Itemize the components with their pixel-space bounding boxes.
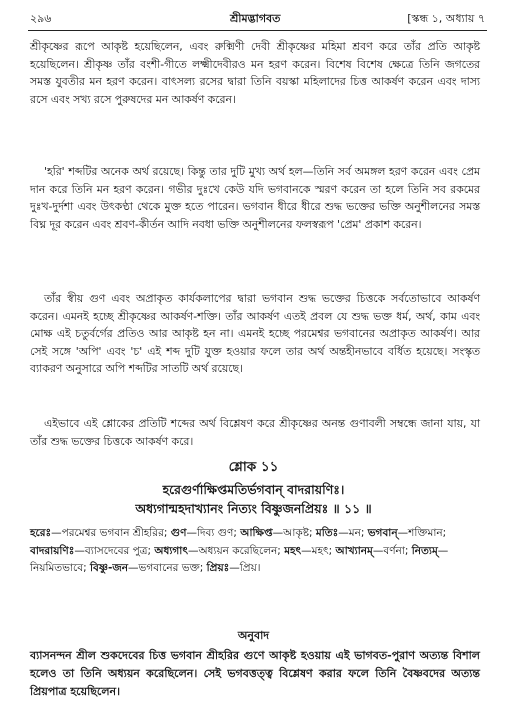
synonym-meaning: নিয়মিতভাবে — [30, 562, 84, 575]
synonym-meaning: শক্তিমান — [408, 527, 443, 539]
synonym-term: বাদরায়ণিঃ — [30, 544, 75, 557]
synonym-term: ভগবান্ — [367, 527, 398, 539]
synonym-term: প্রিয়ঃ — [206, 562, 230, 575]
purport-paragraph-3: তাঁর স্বীয় গুণ এবং অপ্রাকৃত কার্যকলাপের দ্বারা ভগবান শুদ্ধ ভক্তের চিত্তকে সর্বতোভাবে আকর্ষণ করেন। এমনই হচ্ছে শ্রীকৃষ্ণের আকর্ষণ-শক্তি। তাঁর আকর্ষণ এতই প্রবল যে শুদ্ধ ভক্ত ধর্ম, অর্থ, কাম এবং মোক্ষ এই চতুর্বর্গের প্রতিও আর আকৃষ্ট হন না। এমনই হচ্ছে পরমেশ্বর ভগবানের অপ্রাকৃত আকর্ষণ। আর সেই সঙ্গে 'অপি' এবং 'চ' এই শব্দ দুটি যুক্ত হওয়ার ফলে তার অর্থ অন্তহীনভাবে বর্ধিত হয়েছে। সংস্কৃত ব্যাকরণ অনুসারে অপি শব্দটির সাতটি অর্থ রয়েছে। — [30, 292, 480, 376]
verse-line-1: হরেগুর্ণাক্ষিপ্তমতির্ভগবান্ বাদরায়ণিঃ। — [162, 482, 345, 497]
page-number: ২৯৬ — [30, 12, 52, 25]
synonym-term: হরেঃ — [30, 527, 52, 539]
synonym-meaning: আকৃষ্ট — [283, 527, 310, 539]
synonym-meaning: মহৎ — [311, 544, 329, 557]
synonym-meaning: দিব্য গুণ — [196, 527, 234, 539]
synonym-term: বিষ্ণু-জন — [90, 562, 128, 575]
book-title: শ্রীমদ্ভাগবত — [230, 12, 281, 25]
page-header — [30, 8, 485, 30]
synonym-meaning: ভগবানের ভক্ত — [138, 562, 200, 575]
purport-paragraph-2: 'হরি' শব্দটির অনেক অর্থ রয়েছে। কিন্তু তার দুটি মুখ্য অর্থ হল—তিনি সর্ব অমঙ্গল হরণ করেন এবং প্রেম দান করে তিনি মন হরণ করেন। গভীর দুঃখে কেউ যদি ভগবানকে স্মরণ করেন তা হলে তিনি সব রকমের দুঃখ-দুর্দশা এবং উৎকণ্ঠা থেকে মুক্ত হতে পারেন। ভগবান ধীরে ধীরে শুদ্ধ ভক্তের ভক্তি অনুশীলনের সমস্ত বিঘ্ন দূর করেন এবং শ্রবণ-কীর্তন আদি নবধা ভক্তি অনুশীলনের ফলস্বরূপ 'প্রেম' প্রকাশ করেন। — [30, 165, 480, 231]
header-rule — [28, 30, 487, 31]
synonym-meaning: বর্ণনা — [383, 544, 405, 557]
synonym-term: মহৎ — [284, 544, 302, 557]
synonym-meaning: মন — [348, 527, 361, 539]
translation-text: ব্যাসনন্দন শ্রীল শুকদেবের চিত্ত ভগবান শ্রীহরির গুণে আকৃষ্ট হওয়ায় এই ভাগবত-পুরাণ অত্যন্ত বিশাল হলেও তা তিনি অধ্যয়ন করেছিলেন। সেই ভগবত্তত্ত্ব বিশ্লেষণ করার ফলে তিনি বৈষ্ণবদের অত্যন্ত প্রিয়পাত্র হয়েছিলেন। — [30, 649, 480, 698]
translation-heading: অনুবাদ — [237, 629, 270, 642]
synonym-meaning: পরমেশ্বর ভগবান শ্রীহরির — [61, 527, 164, 539]
purport-paragraph-4: এইভাবে এই শ্লোকের প্রতিটি শব্দের অর্থ বিশ্লেষণ করে শ্রীকৃষ্ণের অনন্ত গুণাবলী সম্বন্ধে জানা যায়, যা তাঁর শুদ্ধ ভক্তের চিত্তকে আকর্ষণ করে। — [30, 417, 480, 448]
purport-paragraph-1: শ্রীকৃষ্ণের রূপে আকৃষ্ট হয়েছিলেন, এবং রুক্মিণী দেবী শ্রীকৃষ্ণের মহিমা শ্রবণ করে তাঁর প্রতি আকৃষ্ট হয়েছিলেন। শ্রীকৃষ্ণ তাঁর বংশী-গীতে লক্ষ্মীদেবীরও মন হরণ করেন। বিশেষ বিশেষ ক্ষেত্রে তিনি জগতের সমস্ত যুবতীর মন হরণ করেন। বাৎসল্য রসের দ্বারা তিনি বয়স্কা মহিলাদের চিত্ত আকর্ষণ করেন এবং দাস্য রসে এবং সখ্য রসে পুরুষদের মন আকর্ষণ করেন। — [30, 40, 480, 106]
section-reference: [স্কন্ধ ১, অধ্যায় ৭ — [407, 12, 485, 25]
verse-line-2: অধ্যগান্মহদাখ্যানং নিত্যং বিষ্ণুজনপ্রিয়ঃ ॥ ১১ ॥ — [135, 501, 372, 516]
synonym-meaning: ব্যাসদেবের পুত্র — [84, 544, 148, 557]
synonym-term: আক্ষিপ্ত — [240, 527, 273, 539]
synonym-term: অধ্যগাৎ — [154, 544, 188, 557]
synonym-meaning: অধ্যয়ন করেছিলেন — [198, 544, 278, 557]
synonym-term: মতিঃ — [315, 527, 339, 539]
synonym-term: গুণ — [170, 527, 187, 539]
word-synonyms: হরেঃ—পরমেশ্বর ভগবান শ্রীহরির; গুণ—দিব্য গুণ; আক্ষিপ্ত—আকৃষ্ট; মতিঃ—মন; ভগবান্—শক্তিমান; বাদরায়ণিঃ—ব্যাসদেবের পুত্র; অধ্যগাৎ—অধ্যয়ন করেছিলেন; মহৎ—মহৎ; আখ্যানম্—বর্ণনা; নিত্যম্—নিয়মিতভাবে; বিষ্ণু-জন—ভগবানের ভক্ত; প্রিয়ঃ—প্রিয়। — [30, 527, 449, 575]
verse-text — [0, 480, 507, 518]
synonym-term: নিত্যম্ — [411, 544, 438, 557]
verse-heading: শ্লোক ১১ — [228, 459, 279, 475]
synonym-term: আখ্যানম্ — [335, 544, 373, 557]
synonym-meaning: প্রিয় — [239, 562, 257, 575]
